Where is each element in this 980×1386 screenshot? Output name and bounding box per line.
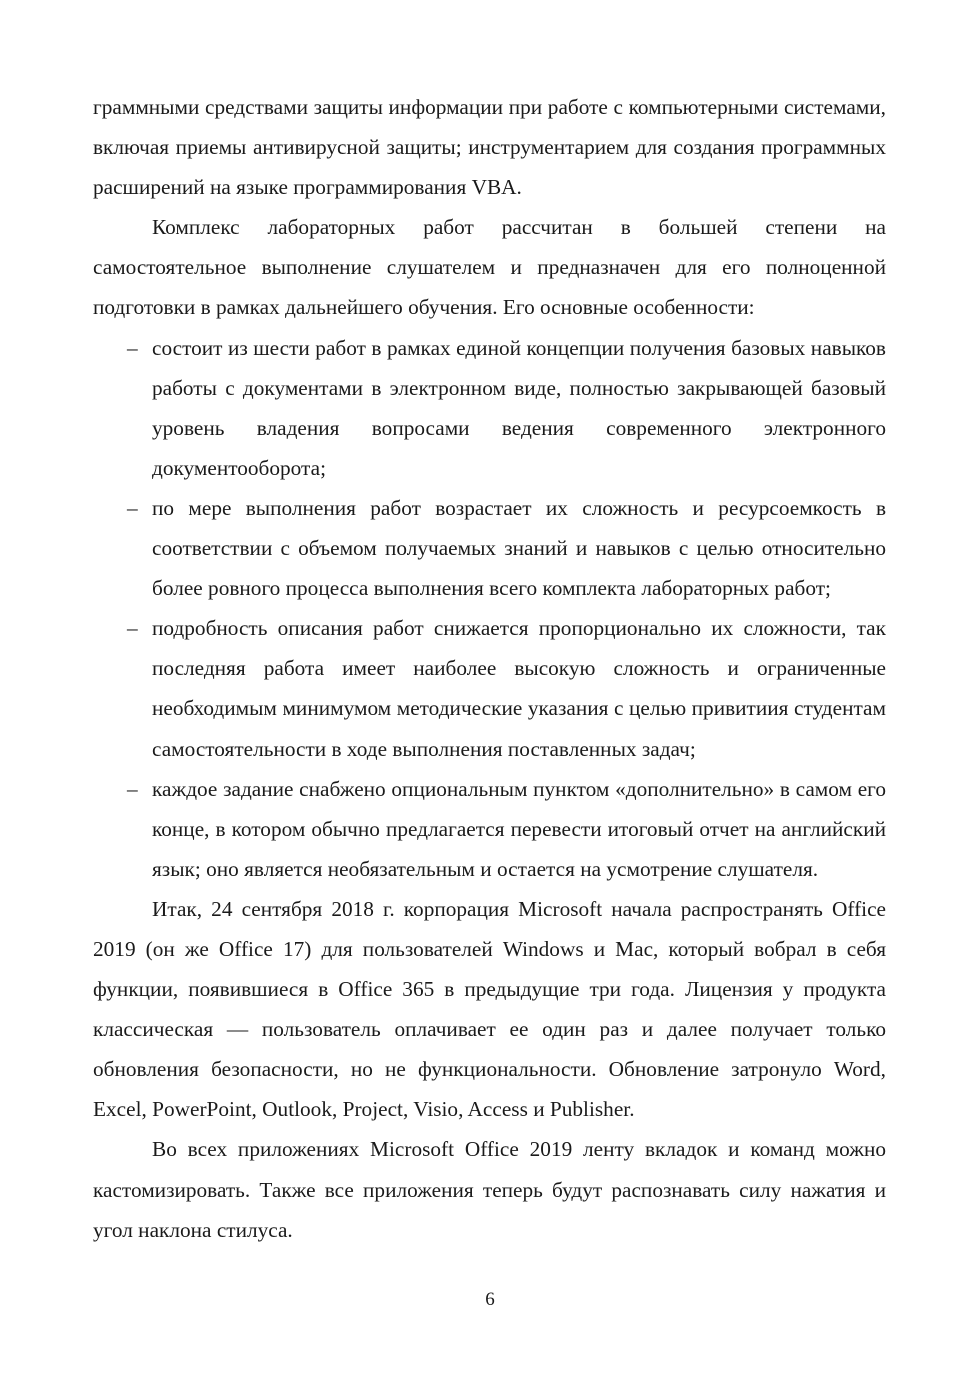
list-item [93, 328, 886, 488]
document-page [93, 87, 886, 1250]
list-dash: – [127, 776, 138, 801]
features-list [93, 328, 886, 889]
paragraph-continuation: граммными средствами защиты информации при работе с компьютерными системами, включая приемы антивирусной защиты; инструментарием для создания программных расширений на языке программирования VBA. [93, 95, 886, 200]
list-item-text: по мере выполнения работ возрастает их сложность и ресурсоемкость в соответствии с объемом получаемых знаний и навыков с целью относительно более ровного процесса выполнения всего комплекта лабораторных работ; [152, 495, 886, 601]
list-dash: – [127, 495, 138, 520]
paragraph-lab-complex-intro: Комплекс лабораторных работ рассчитан в большей степени на самостоятельное выполнение слушателем и предназначен для его полноценной подготовки в рамках дальнейшего обучения. Его основные особенности: [93, 215, 886, 320]
paragraph-office-2019-features: Во всех приложениях Microsoft Office 2019 ленту вкладок и команд можно кастомизировать. Также все приложения теперь будут распознавать силу нажатия и угол наклона стилуса. [93, 1137, 886, 1242]
list-item [93, 769, 886, 889]
list-item-text: каждое задание снабжено опциональным пунктом «дополнительно» в самом его конце, в котором обычно предлагается перевести итоговый отчет на английский язык; оно является необязательным и остается на усмотрение слушателя. [152, 776, 886, 881]
page-number: 6 [485, 1289, 495, 1310]
list-item-text: состоит из шести работ в рамках единой концепции получения базовых навыков работы с документами в электронном виде, полностью закрывающей базовый уровень владения вопросами ведения современного электронного документооборота; [152, 335, 886, 480]
list-item [93, 488, 886, 608]
paragraph-office-2019-release: Итак, 24 сентября 2018 г. корпорация Microsoft начала распространять Office 2019 (он же Office 17) для пользователей Windows и Mac, который вобрал в себя функции, появившиеся в Office 365 в предыдущие три года. Лицензия у продукта классическая — пользователь оплачивает ее один раз и далее получает только обновления безопасности, но не функциональности. Обновление затронуло Word, Excel, PowerPoint, Outlook, Project, Visio, Access и Publisher. [93, 896, 886, 1122]
list-dash: – [127, 616, 138, 641]
list-dash: – [127, 335, 138, 360]
list-item-text: подробность описания работ снижается пропорционально их сложности, так последняя работа имеет наиболее высокую сложность и ограниченные необходимым минимумом методические указания с целью привитиия студентам самостоятельности в ходе выполнения поставленных задач; [152, 616, 886, 761]
list-item [93, 608, 886, 768]
